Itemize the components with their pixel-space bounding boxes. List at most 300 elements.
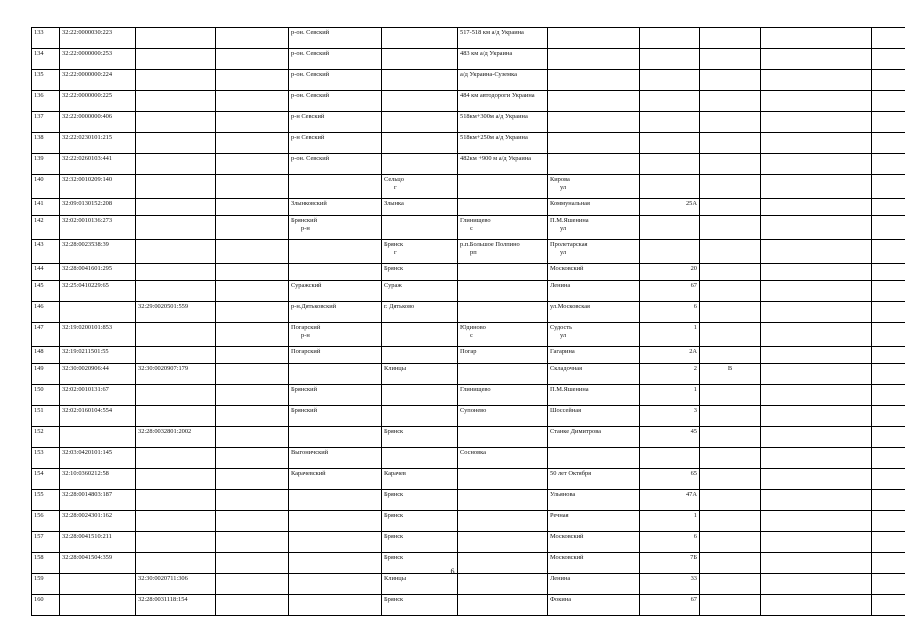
cell-district (289, 469, 382, 490)
cell-district (289, 28, 382, 49)
table-row (32, 406, 905, 427)
cell-row-number-text: 142 (34, 217, 44, 224)
cell-empty-col11 (761, 264, 872, 281)
table-row (32, 385, 905, 406)
cell-empty-col12 (872, 281, 905, 302)
cell-empty-col12 (872, 28, 905, 49)
cell-empty-col4 (216, 302, 289, 323)
table-row (32, 199, 905, 216)
cell-district (289, 281, 382, 302)
cell-cadastral-number-text: 32:22:0230101:215 (62, 134, 113, 141)
cell-empty-col11 (761, 112, 872, 133)
cell-locality (458, 448, 548, 469)
cell-empty-col11 (761, 347, 872, 364)
cell-row-number-text: 150 (34, 386, 44, 393)
cell-house-number (640, 490, 700, 511)
cell-cadastral-number (60, 281, 136, 302)
table-row (32, 28, 905, 49)
cell-letter (700, 469, 761, 490)
cell-cadastral-number-2 (136, 511, 216, 532)
cell-letter (700, 240, 761, 264)
cell-street-text: Московский (550, 533, 584, 540)
cell-empty-col11 (761, 154, 872, 175)
cell-letter (700, 385, 761, 406)
cell-locality (458, 323, 548, 347)
cell-house-number (640, 364, 700, 385)
cell-district-text: Брянский (291, 407, 318, 414)
cell-street (548, 595, 640, 616)
table-row (32, 175, 905, 199)
cell-empty-col12 (872, 49, 905, 70)
cell-house-number (640, 302, 700, 323)
cell-empty-col4 (216, 574, 289, 595)
cell-letter (700, 91, 761, 112)
cell-cadastral-number-2 (136, 91, 216, 112)
cell-empty-col11 (761, 175, 872, 199)
cell-cadastral-number (60, 240, 136, 264)
cell-district (289, 364, 382, 385)
cell-empty-col4 (216, 469, 289, 490)
cell-row-number-text: 135 (34, 71, 44, 78)
table-row (32, 532, 905, 553)
cell-street-type: ул (560, 331, 567, 339)
cell-city-text: Брянск (384, 241, 404, 248)
cell-house-number-text: 20 (690, 265, 697, 272)
cell-street (548, 175, 640, 199)
cell-street-text: Ленина (550, 575, 571, 582)
cell-district-text: р-он. Севский (291, 50, 330, 57)
cell-letter (700, 574, 761, 595)
cell-district-text: Брянский (291, 386, 318, 393)
cell-house-number (640, 175, 700, 199)
cell-city (382, 406, 458, 427)
cell-empty-col11 (761, 490, 872, 511)
cell-empty-col4 (216, 49, 289, 70)
cell-empty-col12 (872, 364, 905, 385)
cell-row-number (32, 469, 60, 490)
cell-row-number-text: 158 (34, 554, 44, 561)
cell-district-type: р-н (301, 331, 310, 339)
cell-street-type: ул (560, 248, 567, 256)
cell-street (548, 532, 640, 553)
cell-letter (700, 490, 761, 511)
cell-cadastral-number-2 (136, 364, 216, 385)
cell-cadastral-number-text: 32:02:0010131:67 (62, 386, 109, 393)
cell-cadastral-number (60, 406, 136, 427)
cell-city (382, 28, 458, 49)
cell-locality (458, 364, 548, 385)
cell-city (382, 216, 458, 240)
cell-house-number-text: 6 (693, 303, 697, 310)
cell-empty-col12 (872, 427, 905, 448)
cell-row-number-text: 159 (34, 575, 44, 582)
cell-district-text: р-н Севский (291, 113, 325, 120)
cell-city (382, 154, 458, 175)
cell-district (289, 323, 382, 347)
cell-cadastral-number-2 (136, 175, 216, 199)
cell-row-number (32, 240, 60, 264)
cell-house-number (640, 49, 700, 70)
cell-house-number-text: 7Б (690, 554, 697, 561)
cell-city (382, 302, 458, 323)
cell-empty-col4 (216, 385, 289, 406)
cell-city (382, 532, 458, 553)
cell-district (289, 302, 382, 323)
cell-letter (700, 154, 761, 175)
cell-row-number-text: 149 (34, 365, 44, 372)
cell-row-number (32, 281, 60, 302)
cell-row-number-text: 156 (34, 512, 44, 519)
cell-row-number (32, 302, 60, 323)
table-row (32, 574, 905, 595)
cell-district (289, 347, 382, 364)
cell-house-number-text: 47А (685, 491, 697, 498)
cell-city (382, 49, 458, 70)
cell-letter (700, 448, 761, 469)
cell-house-number (640, 532, 700, 553)
cell-street-text: Фокина (550, 596, 572, 603)
cell-street-type: ул (560, 183, 567, 191)
cell-cadastral-number (60, 70, 136, 91)
cell-district-text: р-он. Севский (291, 92, 330, 99)
cell-street (548, 469, 640, 490)
cell-row-number (32, 49, 60, 70)
cell-house-number (640, 427, 700, 448)
cell-locality-text: Глинищево (460, 217, 491, 224)
cell-locality-type: с (470, 331, 473, 339)
cell-city-text: Брянск (384, 428, 404, 435)
cell-house-number (640, 216, 700, 240)
cell-city (382, 281, 458, 302)
cell-cadastral-number-text: 32:22:0000000:253 (62, 50, 113, 57)
cell-city (382, 364, 458, 385)
cell-empty-col4 (216, 70, 289, 91)
cell-house-number (640, 112, 700, 133)
cell-street (548, 427, 640, 448)
cell-letter (700, 406, 761, 427)
cell-cadastral-number (60, 469, 136, 490)
cell-street (548, 281, 640, 302)
cell-empty-col11 (761, 28, 872, 49)
cell-cadastral-number-text: 32:22:0000000:225 (62, 92, 113, 99)
table-row (32, 448, 905, 469)
cell-empty-col4 (216, 323, 289, 347)
cell-locality (458, 595, 548, 616)
table-row (32, 323, 905, 347)
cell-row-number-text: 155 (34, 491, 44, 498)
cell-locality (458, 511, 548, 532)
cell-locality (458, 427, 548, 448)
cell-row-number (32, 532, 60, 553)
cell-empty-col11 (761, 133, 872, 154)
cell-cadastral-number (60, 264, 136, 281)
cell-house-number-text: 1 (693, 512, 697, 519)
cell-cadastral-number (60, 216, 136, 240)
cell-letter (700, 112, 761, 133)
cell-street-text: Станке Димитрова (550, 428, 601, 435)
cell-street (548, 385, 640, 406)
cell-empty-col11 (761, 70, 872, 91)
cell-district (289, 175, 382, 199)
cell-row-number (32, 70, 60, 91)
cell-letter (700, 133, 761, 154)
cell-row-number-text: 139 (34, 155, 44, 162)
cell-house-number-text: 3 (693, 407, 697, 414)
table-row (32, 469, 905, 490)
cell-cadastral-number-2 (136, 70, 216, 91)
cell-cadastral-number-2 (136, 49, 216, 70)
cell-street-text: Московский (550, 554, 584, 561)
cell-cadastral-number-2 (136, 595, 216, 616)
cell-row-number (32, 91, 60, 112)
cell-empty-col12 (872, 199, 905, 216)
cell-city (382, 385, 458, 406)
table-row (32, 70, 905, 91)
cell-cadastral-number-2 (136, 28, 216, 49)
cell-empty-col11 (761, 385, 872, 406)
cell-cadastral-number-text: 32:02:0010136:273 (62, 217, 113, 224)
cell-cadastral-number (60, 28, 136, 49)
cell-empty-col4 (216, 281, 289, 302)
cell-locality (458, 532, 548, 553)
cell-city-type: г (394, 248, 397, 256)
cell-house-number-text: 2А (689, 348, 697, 355)
cell-district-text: Карачевский (291, 470, 326, 477)
cell-city (382, 595, 458, 616)
cell-district-type: р-н (301, 224, 310, 232)
cell-letter (700, 347, 761, 364)
cell-letter (700, 364, 761, 385)
cell-street (548, 323, 640, 347)
cell-locality-text: Глинищево (460, 386, 491, 393)
table-row (32, 511, 905, 532)
cell-empty-col11 (761, 511, 872, 532)
cell-district-text: р-он. Севский (291, 71, 330, 78)
table-row (32, 347, 905, 364)
cell-city (382, 112, 458, 133)
cell-cadastral-number-2 (136, 532, 216, 553)
cell-empty-col11 (761, 323, 872, 347)
cell-row-number (32, 448, 60, 469)
cell-empty-col12 (872, 406, 905, 427)
cell-cadastral-number-2-text: 32:30:0020907:179 (138, 365, 189, 372)
cell-house-number-text: 65 (690, 470, 697, 477)
cell-row-number-text: 143 (34, 241, 44, 248)
cell-empty-col4 (216, 240, 289, 264)
table-row (32, 364, 905, 385)
cell-locality-text: 484 км автодороги Украина (460, 92, 535, 99)
cell-empty-col12 (872, 511, 905, 532)
table-row (32, 154, 905, 175)
cell-city (382, 511, 458, 532)
cell-cadastral-number (60, 91, 136, 112)
cell-district (289, 448, 382, 469)
cell-cadastral-number (60, 347, 136, 364)
table-row (32, 49, 905, 70)
cell-house-number (640, 240, 700, 264)
cell-house-number (640, 595, 700, 616)
cell-cadastral-number-2 (136, 427, 216, 448)
cell-letter-text: В (727, 365, 733, 372)
cell-empty-col4 (216, 448, 289, 469)
cell-district-text: Злынковский (291, 200, 327, 207)
cell-district (289, 199, 382, 216)
cell-house-number (640, 133, 700, 154)
cell-street (548, 511, 640, 532)
cell-district (289, 406, 382, 427)
cell-cadastral-number (60, 427, 136, 448)
cell-locality-text: Погар (460, 348, 477, 355)
cell-empty-col12 (872, 133, 905, 154)
cell-cadastral-number-text: 32:32:0010209:140 (62, 176, 113, 183)
cell-empty-col11 (761, 49, 872, 70)
cell-district (289, 240, 382, 264)
cell-row-number-text: 145 (34, 282, 44, 289)
cell-row-number-text: 154 (34, 470, 44, 477)
cell-street (548, 70, 640, 91)
cell-cadastral-number-text: 32:30:0020906:44 (62, 365, 109, 372)
cell-row-number (32, 347, 60, 364)
cell-letter (700, 264, 761, 281)
table-row (32, 281, 905, 302)
cell-row-number-text: 137 (34, 113, 44, 120)
cell-locality (458, 264, 548, 281)
cell-house-number (640, 91, 700, 112)
cell-house-number (640, 199, 700, 216)
cell-cadastral-number-2 (136, 154, 216, 175)
table-row (32, 264, 905, 281)
cell-cadastral-number (60, 323, 136, 347)
cell-locality (458, 574, 548, 595)
cell-locality-text: р.п.Большое Полпино (460, 241, 520, 248)
cell-row-number (32, 264, 60, 281)
cell-street (548, 154, 640, 175)
cell-cadastral-number (60, 154, 136, 175)
cell-street (548, 347, 640, 364)
cell-cadastral-number-text: 32:28:0024301:162 (62, 512, 113, 519)
cell-row-number (32, 406, 60, 427)
cell-locality (458, 28, 548, 49)
cell-cadastral-number-2-text: 32:28:0031118:154 (138, 596, 188, 603)
cell-city-text: Брянск (384, 512, 404, 519)
cell-street-text: П.М.Яшенина (550, 217, 589, 224)
cell-empty-col4 (216, 216, 289, 240)
cell-empty-col12 (872, 385, 905, 406)
cell-cadastral-number-2 (136, 490, 216, 511)
cell-empty-col4 (216, 264, 289, 281)
cell-city-text: Брянск (384, 596, 404, 603)
cell-empty-col12 (872, 595, 905, 616)
cell-locality-text: 517-518 км а/д Украина (460, 29, 524, 36)
table-row (32, 595, 905, 616)
cell-cadastral-number (60, 199, 136, 216)
cell-street (548, 91, 640, 112)
cell-cadastral-number-text: 32:28:0041504:359 (62, 554, 113, 561)
cell-district (289, 427, 382, 448)
cell-city-text: г. Дятьково (384, 303, 415, 310)
cell-cadastral-number-2 (136, 385, 216, 406)
cell-cadastral-number (60, 175, 136, 199)
cell-empty-col4 (216, 133, 289, 154)
cell-street-text: Гагарина (550, 348, 575, 355)
cell-row-number-text: 147 (34, 324, 44, 331)
cell-city (382, 175, 458, 199)
cell-house-number (640, 154, 700, 175)
cell-row-number (32, 199, 60, 216)
cell-cadastral-number (60, 112, 136, 133)
table-row (32, 490, 905, 511)
cell-letter (700, 532, 761, 553)
cell-city (382, 199, 458, 216)
cell-cadastral-number-2-text: 32:29:0020501:559 (138, 303, 189, 310)
cell-cadastral-number-text: 32:03:0420101:145 (62, 449, 113, 456)
cell-locality-text: Юдиново (460, 324, 486, 331)
cell-city-text: Брянск (384, 265, 404, 272)
cell-row-number (32, 574, 60, 595)
cell-cadastral-number-text: 32:19:0211501:55 (62, 348, 109, 355)
cell-cadastral-number (60, 511, 136, 532)
cell-letter (700, 199, 761, 216)
cell-row-number-text: 148 (34, 348, 44, 355)
cell-house-number-text: 67 (690, 282, 697, 289)
cell-empty-col4 (216, 199, 289, 216)
cell-district (289, 112, 382, 133)
cell-street (548, 406, 640, 427)
table-row (32, 133, 905, 154)
cell-row-number (32, 175, 60, 199)
cell-locality-text: 518км+300м а/д Украина (460, 113, 528, 120)
cell-house-number (640, 511, 700, 532)
cell-district (289, 91, 382, 112)
cell-row-number-text: 136 (34, 92, 44, 99)
cell-locality (458, 154, 548, 175)
cell-empty-col11 (761, 532, 872, 553)
cell-cadastral-number-2 (136, 448, 216, 469)
cell-locality (458, 490, 548, 511)
cell-empty-col12 (872, 91, 905, 112)
table-row (32, 302, 905, 323)
cell-empty-col11 (761, 240, 872, 264)
cell-letter (700, 49, 761, 70)
cell-empty-col4 (216, 406, 289, 427)
cell-street-text: Складочная (550, 365, 583, 372)
cell-empty-col12 (872, 490, 905, 511)
cell-district (289, 385, 382, 406)
cell-letter (700, 281, 761, 302)
cell-house-number (640, 347, 700, 364)
cell-street (548, 302, 640, 323)
cell-row-number (32, 364, 60, 385)
cell-empty-col11 (761, 216, 872, 240)
cell-district (289, 490, 382, 511)
cell-cadastral-number-text: 32:22:0260103:441 (62, 155, 113, 162)
cell-cadastral-number-2 (136, 112, 216, 133)
cell-city (382, 133, 458, 154)
cell-district (289, 70, 382, 91)
cell-city-text: Карачев (384, 470, 406, 477)
cell-district-text: р-н.Дятьковский (291, 303, 337, 310)
cell-empty-col12 (872, 532, 905, 553)
cell-city (382, 264, 458, 281)
cell-row-number (32, 216, 60, 240)
table-row (32, 112, 905, 133)
cell-cadastral-number (60, 364, 136, 385)
cell-locality-type: с (470, 224, 473, 232)
cell-row-number-text: 133 (34, 29, 44, 36)
cell-locality (458, 112, 548, 133)
cell-street-text: Ленина (550, 282, 571, 289)
cell-empty-col4 (216, 427, 289, 448)
